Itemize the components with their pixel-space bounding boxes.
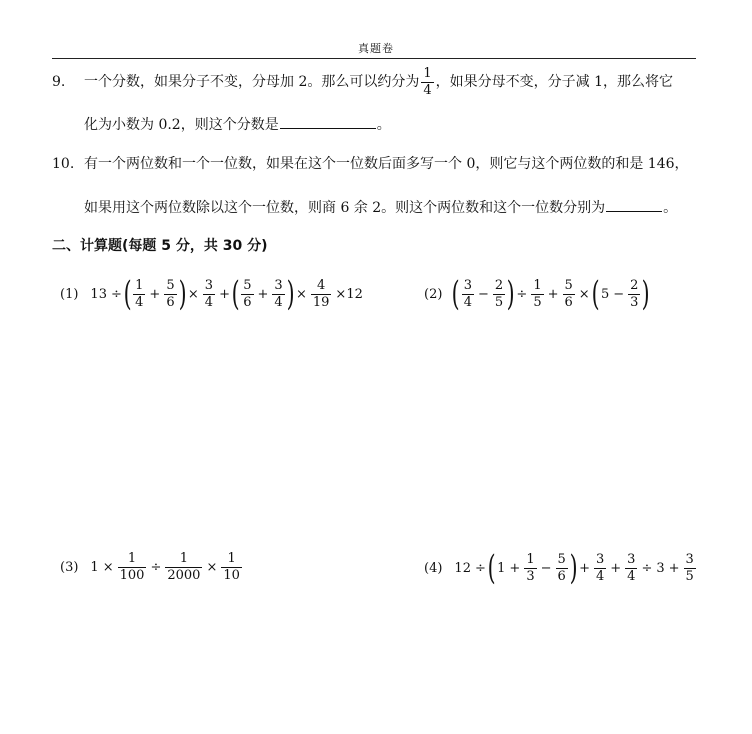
fraction: [493, 278, 505, 311]
term: 12: [454, 560, 471, 576]
question-9-text-a: 一个分数，如果分子不变，分母加 2。那么可以约分为: [84, 74, 420, 90]
numerator: 1: [127, 551, 137, 566]
operator: ×: [206, 560, 218, 575]
numerator: 4: [317, 277, 326, 293]
numerator: 5: [564, 277, 573, 293]
operator: +: [610, 560, 622, 576]
term: 5: [600, 286, 610, 302]
problem-1: [60, 274, 365, 314]
question-9-text-b: ，如果分母不变，分子减 1，那么将它: [435, 74, 673, 90]
fraction: [164, 278, 176, 311]
denominator: 19: [312, 294, 330, 310]
question-10-text-a: 如果用这个两位数除以这个一位数，则商 6 余 2。则这个两位数和这个一位数分别为: [84, 200, 606, 216]
question-9-text-c: 化为小数为 0.2，则这个分数是: [84, 117, 279, 133]
problem-3-label: (3): [60, 560, 79, 575]
problem-2: [424, 274, 651, 314]
operator: ÷: [150, 560, 162, 575]
right-paren: ): [178, 274, 187, 314]
fraction: [165, 551, 202, 584]
fraction: [625, 552, 637, 585]
operator: +: [257, 286, 269, 302]
fraction: [241, 278, 253, 311]
operator: +: [219, 286, 230, 302]
fraction: [133, 278, 145, 311]
fraction: [684, 552, 696, 585]
fraction: [556, 552, 568, 585]
denominator: 10: [223, 568, 240, 583]
denominator: 4: [595, 568, 605, 584]
operator: −: [540, 560, 552, 576]
operator: ×: [102, 560, 114, 575]
numerator: 5: [243, 277, 252, 293]
numerator: 1: [135, 277, 144, 293]
term: 1: [90, 560, 99, 575]
operator: −: [613, 286, 625, 302]
right-paren: ): [506, 274, 515, 314]
question-10-text-b: 。: [663, 200, 678, 216]
right-paren: ): [286, 274, 295, 314]
page-header: 真题卷: [358, 42, 394, 55]
question-10-line-2: [84, 197, 677, 218]
operator: ×: [187, 286, 199, 302]
question-9-line-1: [84, 62, 673, 102]
left-paren: (: [231, 274, 240, 314]
denominator: 2000: [167, 568, 201, 583]
fraction: [311, 278, 332, 311]
section-2-title: 二、计算题(每题 5 分，共 30 分): [52, 238, 268, 254]
numerator: 5: [557, 551, 566, 567]
denominator: 100: [119, 568, 145, 583]
operator: +: [668, 560, 680, 576]
fraction: [221, 551, 242, 584]
fraction: [563, 278, 575, 311]
header-rule: [52, 58, 696, 59]
denominator: 3: [526, 568, 535, 584]
operator: +: [547, 286, 559, 302]
numerator: 3: [627, 551, 636, 567]
fraction: [524, 552, 536, 585]
fraction: [272, 278, 284, 311]
denominator: 4: [463, 294, 472, 310]
denominator: 6: [243, 294, 252, 310]
operator: +: [579, 560, 590, 576]
operator: +: [509, 560, 521, 576]
fraction-numerator: 1: [423, 65, 432, 81]
fraction: [203, 278, 215, 311]
left-paren: (: [123, 274, 132, 314]
numerator: 5: [166, 277, 175, 293]
denominator: 6: [166, 294, 175, 310]
denominator: 4: [627, 568, 636, 584]
numerator: 2: [494, 277, 504, 293]
denominator: 6: [557, 568, 566, 584]
question-9-answer-blank[interactable]: [280, 114, 376, 129]
problem-1-label: (1): [60, 286, 79, 302]
right-paren: ): [569, 548, 578, 588]
operator: ÷: [641, 560, 653, 576]
term: ×12: [335, 286, 363, 302]
numerator: 3: [204, 277, 214, 293]
term: 3: [656, 560, 665, 576]
question-10-answer-blank[interactable]: [606, 197, 662, 212]
question-9-fraction: [421, 66, 433, 99]
denominator: 5: [685, 568, 694, 584]
question-10-number: 10.: [52, 156, 75, 172]
numerator: 3: [274, 277, 283, 293]
fraction: [628, 278, 640, 311]
denominator: 4: [274, 294, 283, 310]
fraction-denominator: 4: [423, 82, 432, 98]
operator: ×: [578, 286, 590, 302]
term: 1: [497, 560, 506, 576]
numerator: 1: [533, 277, 542, 293]
problem-2-label: (2): [424, 286, 443, 302]
denominator: 4: [204, 294, 214, 310]
denominator: 3: [630, 294, 639, 310]
numerator: 3: [463, 277, 472, 293]
numerator: 3: [595, 551, 605, 567]
left-paren: (: [452, 274, 461, 314]
problem-4-label: (4): [424, 560, 443, 576]
denominator: 5: [533, 294, 542, 310]
operator: −: [477, 286, 489, 302]
problem-4: [424, 548, 698, 588]
numerator: 2: [630, 277, 639, 293]
fraction: [594, 552, 606, 585]
question-10-line-1: 有一个两位数和一个一位数，如果在这个一位数后面多写一个 0，则它与这个两位数的和是 146，: [84, 156, 689, 172]
fraction: [118, 551, 147, 584]
operator: ÷: [516, 286, 528, 302]
denominator: 6: [564, 294, 573, 310]
operator: +: [149, 286, 161, 302]
numerator: 3: [685, 551, 694, 567]
numerator: 1: [227, 551, 236, 566]
left-paren: (: [591, 274, 600, 314]
operator: ÷: [110, 286, 122, 302]
question-9-line-2: [84, 114, 391, 135]
numerator: 1: [526, 551, 535, 567]
left-paren: (: [487, 548, 496, 588]
operator: ÷: [474, 560, 486, 576]
problem-3: [60, 551, 244, 584]
term: 13: [90, 286, 107, 302]
fraction: [531, 278, 543, 311]
question-9-number: 9.: [52, 74, 66, 90]
denominator: 5: [494, 294, 504, 310]
denominator: 4: [135, 294, 144, 310]
right-paren: ): [642, 274, 651, 314]
operator: ×: [295, 286, 307, 302]
numerator: 1: [179, 551, 189, 566]
fraction: [462, 278, 474, 311]
question-9-text-d: 。: [376, 117, 391, 133]
